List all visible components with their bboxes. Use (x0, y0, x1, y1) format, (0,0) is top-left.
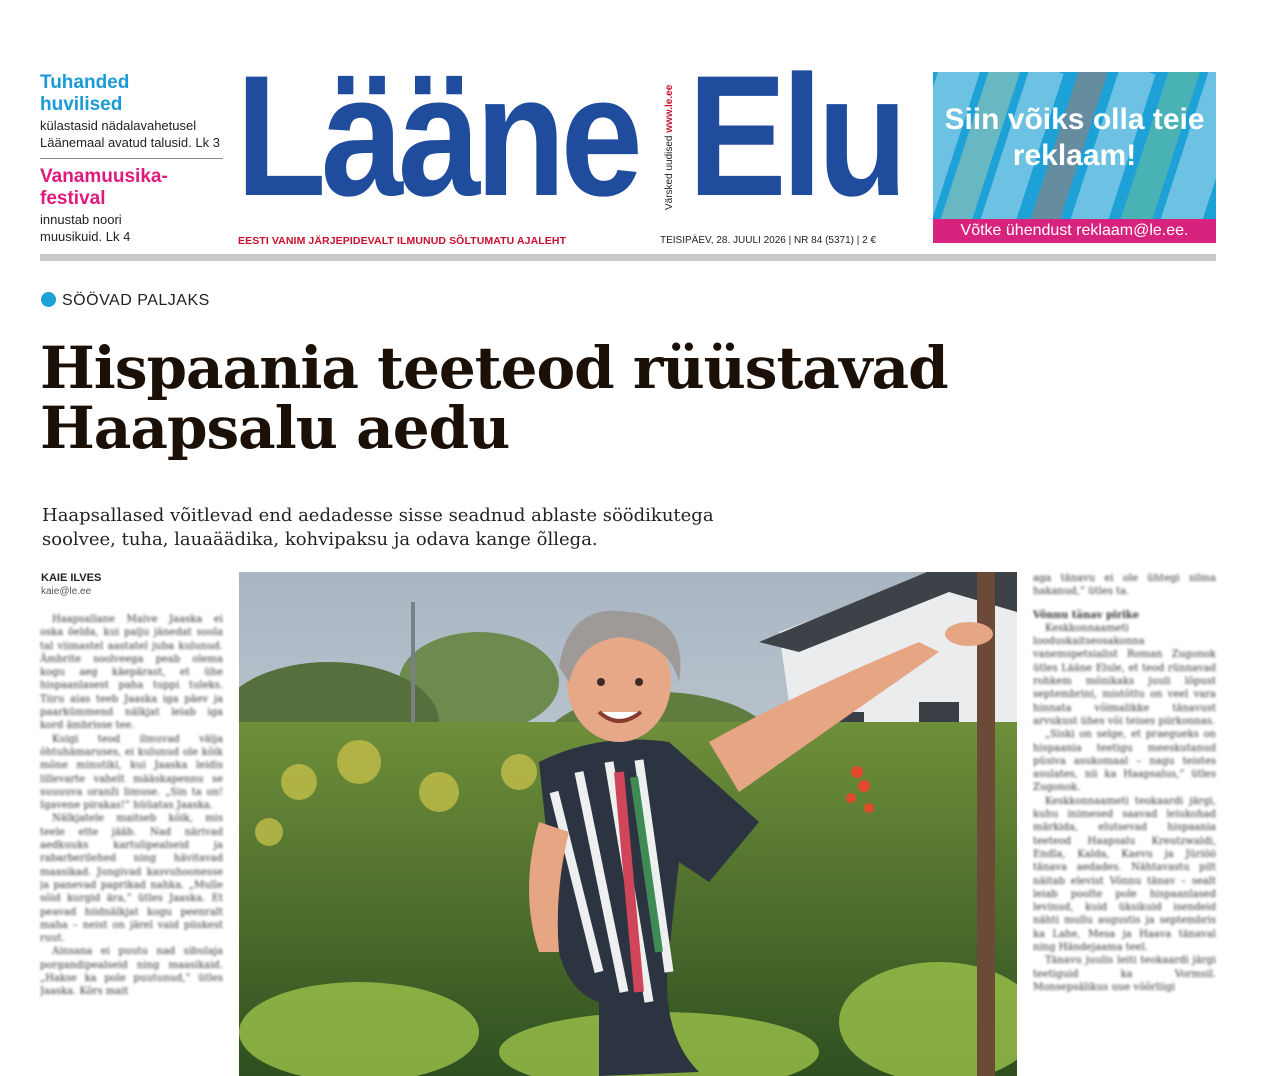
paragraph: Nälkjatele maitseb kõik, mis teele ette jääb. Nad närivad aedkuuks kartulipealseid ja rabarberilehed ning hävitavad maasikad. Jungivad kasvuhoonesse ja panevad paprikad nahka. „Mulle sõid kurgid ära,” ütles Jaaska. Et peavad hiidnälkjat kogu peenralt maha – neist on järel vaid piiskest ruut. (40, 813, 223, 945)
masthead-lääne[interactable]: Lääne (236, 40, 638, 232)
article-left-column (40, 613, 223, 1076)
ad-headline[interactable]: Siin võiks olla teie reklaam! (944, 103, 1205, 172)
article-author: KAIE ILVES (41, 572, 102, 584)
vertical-url[interactable]: www.le.ee (664, 84, 675, 133)
article-kicker (41, 292, 210, 310)
paragraph: Kuigi teod ilmuvad välja õhtuhämaruses, ei kulunud ole kõik mõne minutiki, kui Jaaska leidis lillevarte vahelt määskapennu se suuuuva oranži limuse. „Sin ta on! Igavene pirakas!” hüüatas Jaaska. (40, 733, 223, 812)
teaser-1[interactable] (40, 72, 225, 151)
article-photo[interactable] (239, 572, 1017, 1076)
article-right-column (1033, 572, 1216, 1076)
paragraph: Keskkonnaameti teokaardi järgi, kuhu inimesed saavad leiukohad märkida, elutsevad hispaania teeteod Haapsalu Kreutzwaldi, Endla, Kalda, Kaevu ja Jüriöö tänava aedades. Nähtavastu pilt näitab elevist Võnnu tänav – sealt leiab poolte pole hispaanlased levinud, kuid üksikuid isendeid nähti mullu augustis ja septembris ka Lahe, Mesa ja Haava tänaval ning Händejaama teel. (1033, 795, 1216, 954)
masthead-slogan: EESTI VANIM JÄRJEPIDEVALT ILMUNUD SÕLTUMATU AJALEHT (238, 235, 567, 247)
kicker-label: SÖÖVAD PALJAKS (62, 292, 210, 309)
ad-banner[interactable] (933, 72, 1216, 243)
paragraph: Keskkonnaameti looduskaitseosakonna vanemspetsialist Roman Zugonok ütles Lääne Elule, et teod rünnavad rohkem mõnikaks juuli lõpust septembrini, mistõttu on veel vara hinnata võimalikke tänavust arvukust ühes või teises piirkonnas. (1033, 622, 1216, 727)
teaser-2[interactable] (40, 166, 225, 245)
paragraph: Haapsallane Maive Jaaska ei oska öelda, kui palju jänedat soola tal viimastel aastatel juba kulunud. Ämbrite soolveega peab olema kogu aeg käepärast, et ühe hispaanlasest paha tuppi tuleks. Tiiru aias teeb Jaaska iga päev ja paarkümmend nälkjat leiab iga kord ämbrisse tee. (40, 614, 223, 732)
teaser-divider (40, 158, 223, 159)
teaser-title[interactable]: Vanamuusika-festival (40, 166, 168, 209)
masthead-dateline: TEISIPÄEV, 28. JUULI 2026 | NR 84 (5371) | 2 € (660, 235, 877, 246)
kicker-dot-icon (41, 292, 56, 307)
masthead-rule (40, 254, 1216, 261)
paragraph: aga tänavu ei ole ühtegi silma hakanud,” ütles ta. (1033, 573, 1216, 598)
teaser-text: külastasid nädalavahetusel Läänemaal avatud talusid. Lk 3 (40, 118, 220, 150)
paragraph: Ainsana ei puutu nad sibulaja porgandipealseid ning maasikaid. „Hakse ka pole puutunud,” ütles Jaaska. Kõrs mait (40, 946, 223, 998)
article-lede: Haapsallased võitlevad end aedadesse sisse seadnud ablaste söödikutega soolvee, tuha, lauaäädika, kohvipaksu ja odava kange õllega. (42, 505, 714, 550)
article-headline[interactable]: Hispaania teeteod rüüstavad Haapsalu aedu (40, 334, 948, 462)
article-email[interactable]: kaie@le.ee (41, 586, 92, 597)
masthead-vertical-tagline[interactable] (664, 85, 675, 210)
subheading: Võnnu tänav pirike (1033, 609, 1140, 621)
garden-photo-image (239, 572, 1017, 1076)
teaser-title[interactable]: Tuhanded huvilised (40, 72, 130, 115)
ad-contact[interactable]: Võtke ühendust reklaam@le.ee. (933, 219, 1216, 243)
vertical-prefix: Värsked uudised (664, 135, 675, 210)
teaser-text: innustab noori muusikuid. Lk 4 (40, 212, 131, 244)
paragraph: Tänavu juulis leiti teokaardi järgi teetiguid ka Vormsil. Monsepsälikus uue võõrliigi (1033, 955, 1216, 993)
paragraph: „Siski on selge, et praegueks on hispaania teetigu meeskutanud püsiva asukomaal – nagu teistes asulates, nii ka Haapsalus,” ütles Zugonok. (1033, 729, 1216, 794)
masthead-elu[interactable]: Elu (688, 40, 903, 232)
